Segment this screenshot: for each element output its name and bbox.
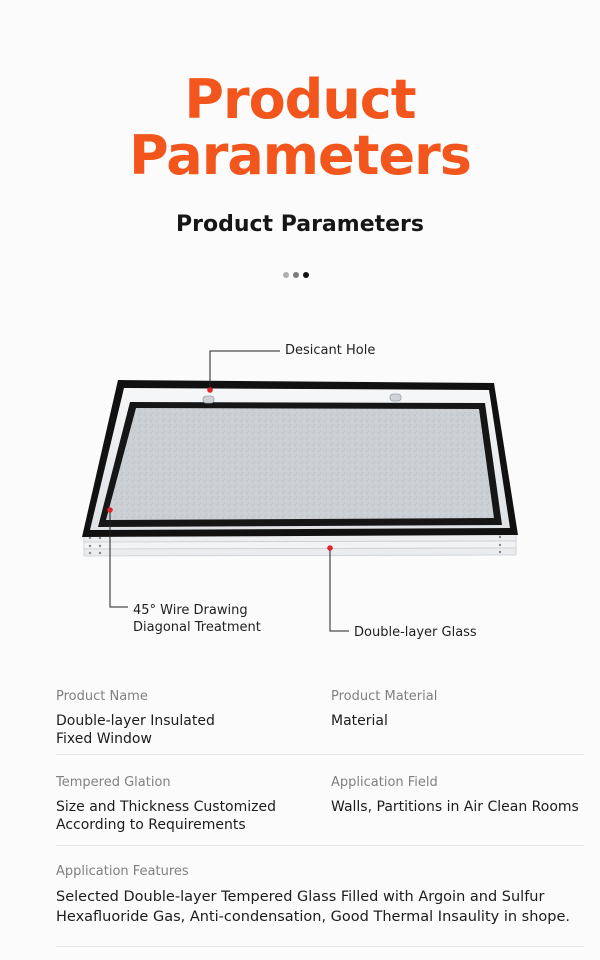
window-illustration [0, 330, 600, 660]
hero-title-line1: Product [184, 68, 416, 131]
page-subtitle: Product Parameters [175, 212, 424, 237]
product-diagram [0, 330, 600, 660]
spec-value [56, 798, 326, 834]
spec-application-field [331, 774, 591, 816]
marker-double-layer-glass [327, 545, 333, 551]
spec-application-features [56, 863, 592, 927]
marker-wire-drawing [107, 507, 113, 513]
hero-title-line2: Parameters [129, 124, 471, 187]
spec-value-line1: Selected Double-layer Tempered Glass Filled with Argoin and Sulfur [56, 889, 545, 905]
pager-dot-2[interactable] [293, 272, 299, 278]
carousel-pager [283, 272, 309, 278]
spec-product-material [331, 688, 581, 730]
divider [56, 946, 584, 947]
callout-wire-drawing-line2: Diagonal Treatment [133, 620, 261, 635]
callout-desicant-hole: Desicant Hole [285, 343, 376, 358]
spec-label: Product Name [56, 689, 148, 704]
hero-title [0, 68, 600, 187]
spec-label: Application Field [331, 775, 438, 790]
spec-label: Product Material [331, 689, 438, 704]
pager-dot-3-active[interactable] [303, 272, 309, 278]
spec-value-line2: According to Requirements [56, 817, 246, 833]
divider [56, 845, 584, 846]
spec-value-line1: Size and Thickness Customized [56, 799, 276, 815]
spec-label: Tempered Glation [56, 775, 171, 790]
spec-value-line1: Double-layer Insulated [56, 713, 215, 729]
divider [56, 754, 584, 755]
spec-tempered-glation [56, 774, 326, 834]
callout-double-layer-glass: Double-layer Glass [354, 625, 477, 640]
spec-label: Application Features [56, 864, 189, 879]
spec-value: Material [331, 713, 388, 729]
callout-wire-drawing-line1: 45° Wire Drawing [133, 603, 248, 618]
pager-dot-1[interactable] [283, 272, 289, 278]
spec-product-name [56, 688, 316, 748]
callout-wire-drawing [133, 602, 261, 636]
marker-desicant-hole [207, 387, 213, 393]
spec-value: Walls, Partitions in Air Clean Rooms [331, 799, 579, 815]
spec-value [56, 887, 592, 927]
spec-value-line2: Hexafluoride Gas, Anti-condensation, Good Thermal Insaulity in shope. [56, 909, 571, 925]
spec-value-line2: Fixed Window [56, 731, 152, 747]
spec-value [56, 712, 316, 748]
